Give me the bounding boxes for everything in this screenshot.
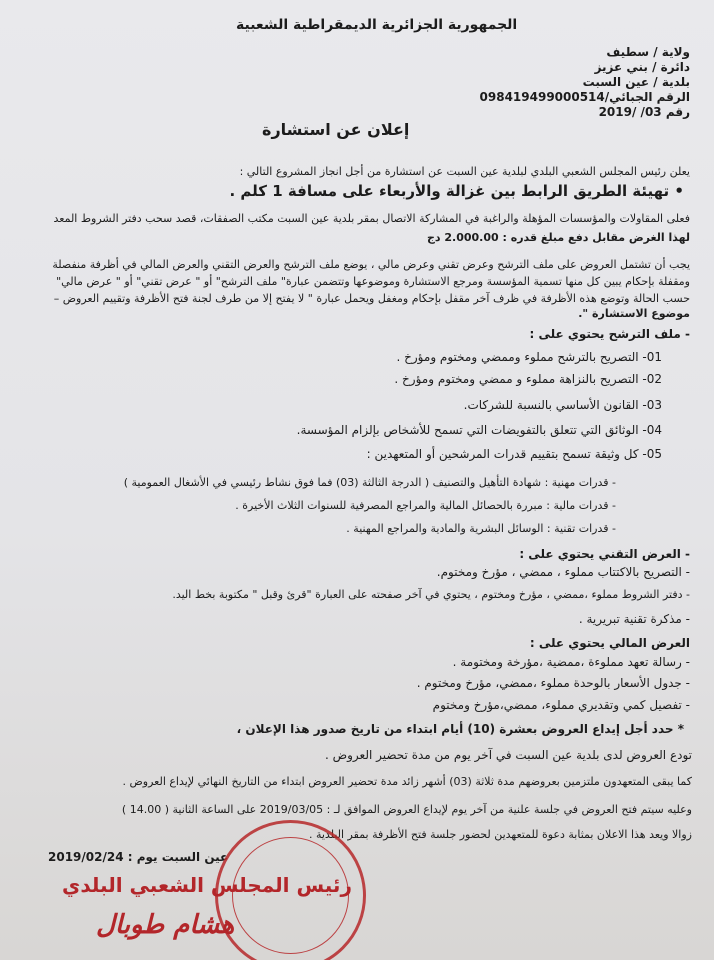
technical-item-2: - دفتر الشروط مملوء ،ممضي ، مؤرخ ومختوم ، يحتوي في آخر صفحته على العبارة "قرئ وقبل " مكتوبة بخط اليد. xyxy=(172,588,690,601)
closing-line-3: وعليه سيتم فتح العروض في جلسة علنية من آخر يوم لإيداع العروض الموافق لـ : 2019/03/05 على الساعة الثانية ( 14.00 ) xyxy=(121,803,692,816)
signature-title: رئيس المجلس الشعبي البلدي xyxy=(62,873,352,897)
closing-line-4: زوالا ويعد هذا الاعلان بمثابة دعوة للمتعهدين لحضور جلسة فتح الأظرفة بمقر البلدية . xyxy=(308,828,692,841)
tax-number: الرقم الجبائي/098419499000514 xyxy=(479,90,690,104)
ref-number: رقم 03/ /2019 xyxy=(598,105,690,119)
financial-heading: العرض المالي يحتوي على : xyxy=(529,636,690,650)
signature-date: عين السبت يوم : 2019/02/24 xyxy=(48,850,229,864)
para1-line-2: لهذا الغرض مقابل دفع مبلغ قدره : 2.000.00 دج xyxy=(426,231,690,244)
para2-line-1: يجب أن تشتمل العروض على ملف الترشح وعرض تقني وعرض مالي ، يوضع ملف الترشح والعرض التقني والعرض المالي في أظرفة منفصلة xyxy=(52,258,690,271)
capacity-professional: - قدرات مهنية : شهادة التأهيل والتصنيف ( الدرجة الثالثة (03) فما فوق نشاط رئيسي في الأشغال العمومية ) xyxy=(123,476,616,489)
para2-line-4: موضوع الاستشارة ". xyxy=(578,307,690,320)
closing-line-2: كما يبقى المتعهدون ملتزمين بعروضهم مدة ثلاثة (03) أشهر زائد مدة تحضير العروض ابتداء من التاريخ النهائي لإيداع العروض . xyxy=(122,775,692,788)
page-title: إعلان عن استشارة xyxy=(262,120,410,139)
candidacy-item-5: 05- كل وثيقة تسمح بتقييم قدرات المرشحين أو المتعهدين : xyxy=(366,447,662,461)
signature-name: هشام طوبال xyxy=(96,910,235,940)
wilaya-line: ولاية / سطيف xyxy=(606,45,690,59)
deadline-text: * حدد أجل إيداع العروض بعشرة (10) أيام ابتداء من تاريخ صدور هذا الإعلان ، xyxy=(236,722,684,736)
closing-line-1: تودع العروض لدى بلدية عين السبت في آخر يوم من مدة تحضير العروض . xyxy=(325,748,692,762)
candidacy-item-2: 02- التصريح بالنزاهة مملوء و ممضي ومختوم ومؤرخ . xyxy=(394,372,662,386)
capacity-financial: - قدرات مالية : مبررة بالحصائل المالية والمراجع المصرفية للسنوات الثلاث الأخيرة . xyxy=(235,499,616,512)
financial-item-2: - جدول الأسعار بالوحدة مملوء ،ممضي، مؤرخ ومختوم . xyxy=(416,676,690,690)
technical-item-3: - مذكرة تقنية تبريرية . xyxy=(578,612,690,626)
project-title: • تهيئة الطريق الرابط بين غزالة والأربعاء على مسافة 1 كلم . xyxy=(229,182,684,200)
para2-line-3: حسب الحالة وتوضع هذه الأظرفة في ظرف آخر مقفل بإحكام ومغفل ويحمل عبارة " لا يفتح إلا من طرف لجنة فتح الأظرفة وتقييم العروض – xyxy=(53,292,690,305)
candidacy-heading: - ملف الترشح يحتوي على : xyxy=(529,327,690,341)
para2-line-2: ومقفلة بإحكام يبين كل منها تسمية المؤسسة ومرجع الاستشارة وموضوعها وتتضمن عبارة" ملف الترشح" أو " عرض تقني" أو " عرض مالي" xyxy=(56,275,690,288)
intro-text: يعلن رئيس المجلس الشعبي البلدي لبلدية عين السبت عن استشارة من أجل انجاز المشروع التالي : xyxy=(239,165,690,178)
financial-item-3: - تفصيل كمي وتقديري مملوء، ممضي،مؤرخ ومختوم xyxy=(432,698,690,712)
financial-item-1: - رسالة تعهد مملوءة ،ممضية ،مؤرخة ومختومة . xyxy=(452,655,690,669)
technical-item-1: - التصريح بالاكتتاب مملوء ، ممضي ، مؤرخ ومختوم. xyxy=(436,565,690,579)
candidacy-item-4: 04- الوثائق التي تتعلق بالتفويضات التي تسمح للأشخاص بإلزام المؤسسة. xyxy=(296,423,662,437)
technical-heading: - العرض التقني يحتوي على : xyxy=(519,547,690,561)
daira-line: دائرة / بني عزيز xyxy=(594,60,690,74)
candidacy-item-3: 03- القانون الأساسي بالنسبة للشركات. xyxy=(463,398,662,412)
capacity-technical: - قدرات تقنية : الوسائل البشرية والمادية والمراجع المهنية . xyxy=(346,522,616,535)
commune-line: بلدية / عين السبت xyxy=(582,75,690,89)
republic-header: الجمهورية الجزائرية الديمقراطية الشعبية xyxy=(236,17,518,33)
candidacy-item-1: 01- التصريح بالترشح مملوء وممضي ومختوم ومؤرخ . xyxy=(396,350,662,364)
para1-line-1: فعلى المقاولات والمؤسسات المؤهلة والراغبة في المشاركة الاتصال بمقر بلدية عين السبت مكتب الصفقات، قصد سحب دفتر الشروط المعد xyxy=(53,212,690,225)
